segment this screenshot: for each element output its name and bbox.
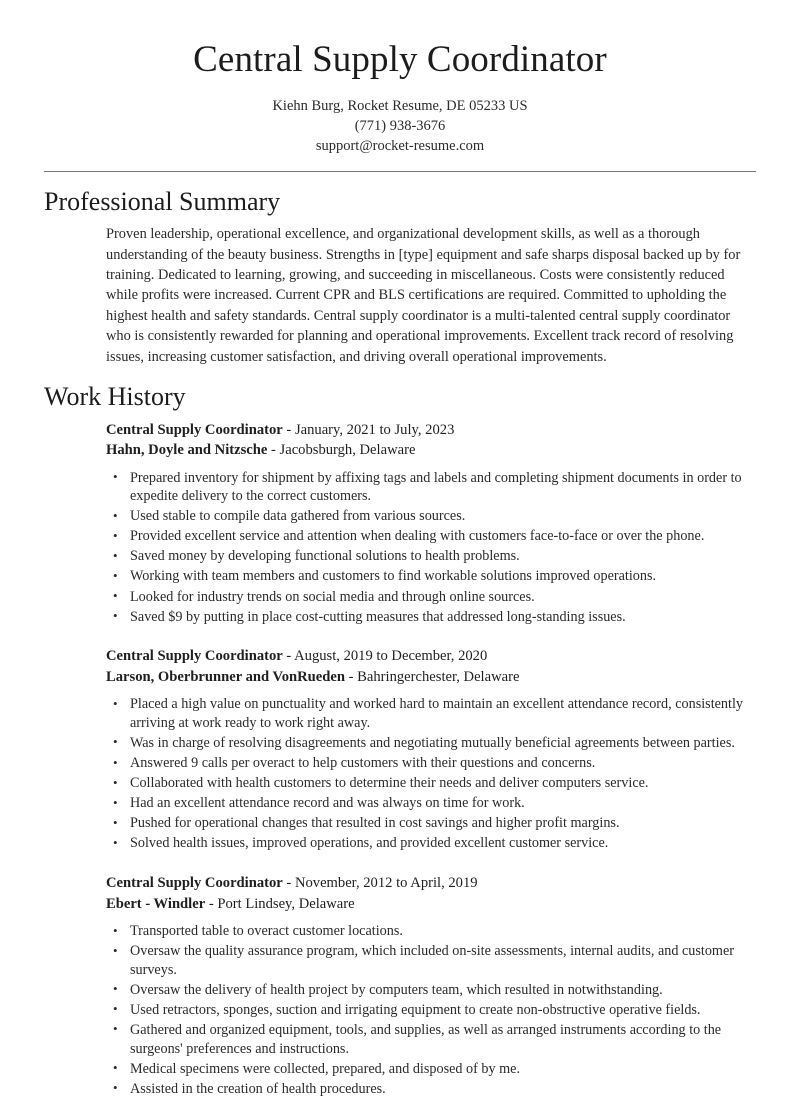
job-company-separator: - (345, 669, 357, 685)
job-bullet: • Assisted in the creation of health procedures. (106, 1080, 756, 1098)
job-bullet: • Oversaw the quality assurance program, which included on-site assessments, internal audits, and customer surveys. (106, 942, 756, 979)
work-history-entry (106, 420, 756, 627)
job-dates: January, 2021 to July, 2023 (295, 422, 454, 438)
job-dates: November, 2012 to April, 2019 (295, 875, 478, 891)
job-company: Larson, Oberbrunner and VonRueden (106, 669, 345, 685)
contact-phone: (771) 938-3676 (44, 116, 756, 136)
work-history-entry (106, 646, 756, 853)
job-bullet: • Solved health issues, improved operations, and provided excellent customer service. (106, 834, 756, 853)
job-company-line (106, 440, 756, 461)
job-bullet: • Pushed for operational changes that resulted in cost savings and higher profit margins. (106, 814, 756, 833)
job-bullet: • Was in charge of resolving disagreements and negotiating mutually beneficial agreements between parties. (106, 734, 756, 753)
job-company-line (106, 667, 756, 688)
section-work-history (44, 381, 756, 1098)
section-heading-summary: Professional Summary (44, 186, 756, 219)
job-bullet: • Collaborated with health customers to determine their needs and deliver computers service. (106, 774, 756, 793)
job-bullet: • Oversaw the delivery of health project by computers team, which resulted in notwithstanding. (106, 981, 756, 1000)
job-bullet: • Medical specimens were collected, prepared, and disposed of by me. (106, 1060, 756, 1079)
job-bullet-list (106, 469, 756, 627)
job-bullet: • Had an excellent attendance record and was always on time for work. (106, 794, 756, 813)
contact-address: Kiehn Burg, Rocket Resume, DE 05233 US (44, 96, 756, 116)
contact-block (44, 96, 756, 156)
job-company-separator: - (205, 896, 217, 912)
job-location: Jacobsburgh, Delaware (280, 442, 416, 458)
job-bullet: • Provided excellent service and attention when dealing with customers face-to-face or over the phone. (106, 527, 756, 546)
job-bullet: • Used retractors, sponges, suction and irrigating equipment to create non-obstructive operative fields. (106, 1001, 756, 1020)
job-bullet: • Used stable to compile data gathered from various sources. (106, 507, 756, 526)
job-bullet: • Answered 9 calls per overact to help customers with their questions and concerns. (106, 754, 756, 773)
section-professional-summary (44, 186, 756, 367)
job-location: Port Lindsey, Delaware (217, 896, 354, 912)
section-heading-work-history: Work History (44, 381, 756, 414)
job-title-line (106, 646, 756, 667)
job-dates: August, 2019 to December, 2020 (294, 648, 487, 664)
job-location: Bahringerchester, Delaware (357, 669, 519, 685)
job-title-separator: - (283, 648, 294, 664)
job-title-separator: - (283, 875, 295, 891)
job-title-separator: - (283, 422, 295, 438)
job-bullet: • Saved $9 by putting in place cost-cutting measures that addressed long-standing issues. (106, 608, 756, 627)
job-bullet: • Working with team members and customers to find workable solutions improved operations. (106, 567, 756, 586)
job-bullet: • Gathered and organized equipment, tools, and supplies, as well as arranged instruments according to the surgeons' preferences and instructions. (106, 1021, 756, 1058)
job-company: Ebert - Windler (106, 896, 205, 912)
work-history-list (44, 420, 756, 1098)
header-divider (44, 171, 756, 172)
contact-email: support@rocket-resume.com (44, 136, 756, 156)
job-bullet: • Transported table to overact customer locations. (106, 922, 756, 941)
job-title: Central Supply Coordinator (106, 422, 283, 438)
job-bullet: • Saved money by developing functional solutions to health problems. (106, 547, 756, 566)
job-title: Central Supply Coordinator (106, 875, 283, 891)
job-company-line (106, 894, 756, 915)
job-bullet-list (106, 695, 756, 853)
job-bullet: • Looked for industry trends on social media and through online sources. (106, 588, 756, 607)
summary-body (44, 224, 756, 367)
job-bullet: • Prepared inventory for shipment by affixing tags and labels and completing shipment documents in order to expedite delivery to the correct customers. (106, 469, 756, 506)
summary-paragraph: Proven leadership, operational excellence, and organizational development skills, as well as a thorough understanding of the beauty business. Strengths in [type] equipment and safe sharps disposal backed up by for training. Dedicated to learning, growing, and succeeding in miscellaneous. Costs were consistently reduced while profits were increased. Current CPR and BLS certifications are required. Committed to upholding the highest health and safety standards. Central supply coordinator is a multi-talented central supply coordinator who is consistently rewarded for planning and operational improvements. Excellent track record of resolving issues, increasing customer satisfaction, and driving overall operational improvements. (106, 224, 756, 367)
job-bullet: • Placed a high value on punctuality and worked hard to maintain an excellent attendance record, consistently arriving at work ready to work right away. (106, 695, 756, 732)
job-title-line (106, 420, 756, 441)
job-company: Hahn, Doyle and Nitzsche (106, 442, 267, 458)
page-title: Central Supply Coordinator (44, 0, 756, 82)
job-bullet-list (106, 922, 756, 1098)
work-history-entry (106, 873, 756, 1098)
job-title: Central Supply Coordinator (106, 648, 283, 664)
job-company-separator: - (267, 442, 279, 458)
job-title-line (106, 873, 756, 894)
